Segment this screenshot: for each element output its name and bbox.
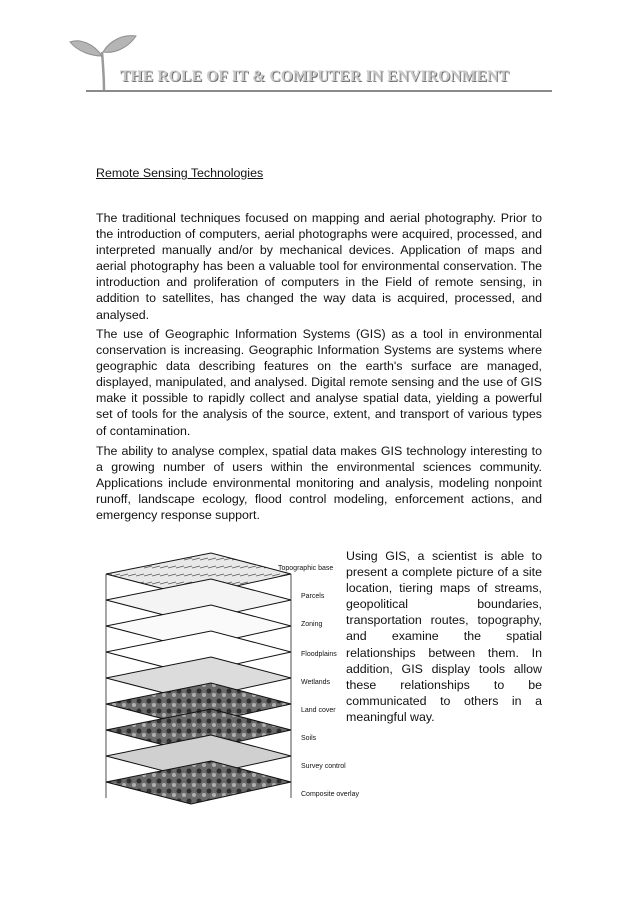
paragraph-gis-applications: The ability to analyse complex, spatial data makes GIS technology interesting to a growing number of users within the environmental sciences community. Applications include environmental monitoring and analysis, modeling nonpoint runoff, landscape ecology, flood control modeling, enforcement actions, and emergency response support. xyxy=(96,444,542,523)
section-heading: Remote Sensing Technologies xyxy=(96,166,264,180)
layer-label: Parcels xyxy=(301,593,325,600)
header-divider xyxy=(86,90,552,92)
layer-label: Wetlands xyxy=(301,679,331,686)
header-title: THE ROLE OF IT & COMPUTER IN ENVIRONMENT xyxy=(120,68,510,85)
layer-label: Soils xyxy=(301,735,317,742)
paragraph-gis-use: The use of Geographic Information Systems (GIS) as a tool in environmental conservation is increasing. Geographic Information Systems are systems where geographic data describing features on the earth's surface are managed, displayed, manipulated, and analysed. Digital remote sensing and the use of GIS make it possible to rapidly collect and analyse spatial data, yielding a powerful set of tools for the analysis of the source, extent, and transport of various types of contamination. xyxy=(96,327,542,438)
layer-label: Zoning xyxy=(301,621,323,628)
gis-layers-figure xyxy=(96,548,359,828)
paragraph-gis-scientist: Using GIS, a scientist is able to present a complete picture of a site location, tiering maps of streams, geopolitical boundaries, transportation routes, topography, and examine the spatial relationships between them. In addition, GIS display tools allow these relationships to be communicated to others in a meaningful way. xyxy=(346,549,542,724)
paragraph-traditional-techniques: The traditional techniques focused on mapping and aerial photography. Prior to the introduction of computers, aerial photographs were acquired, processed, and interpreted manually and/or by mechanical devices. Application of maps and aerial photography has been a valuable tool for environmental conservation. The introduction and proliferation of computers in the Field of remote sensing, in addition to satellites, has changed the way data is acquired, processed, and analysed. xyxy=(96,211,542,322)
layer-label: Composite overlay xyxy=(301,791,359,798)
layer-label: Topographic base xyxy=(278,565,334,572)
layer-label: Survey control xyxy=(301,763,346,770)
layer-label: Land cover xyxy=(301,707,336,714)
page-header xyxy=(68,30,552,96)
layer-label: Floodplains xyxy=(301,651,337,658)
layer-composite-overlay xyxy=(106,761,291,804)
